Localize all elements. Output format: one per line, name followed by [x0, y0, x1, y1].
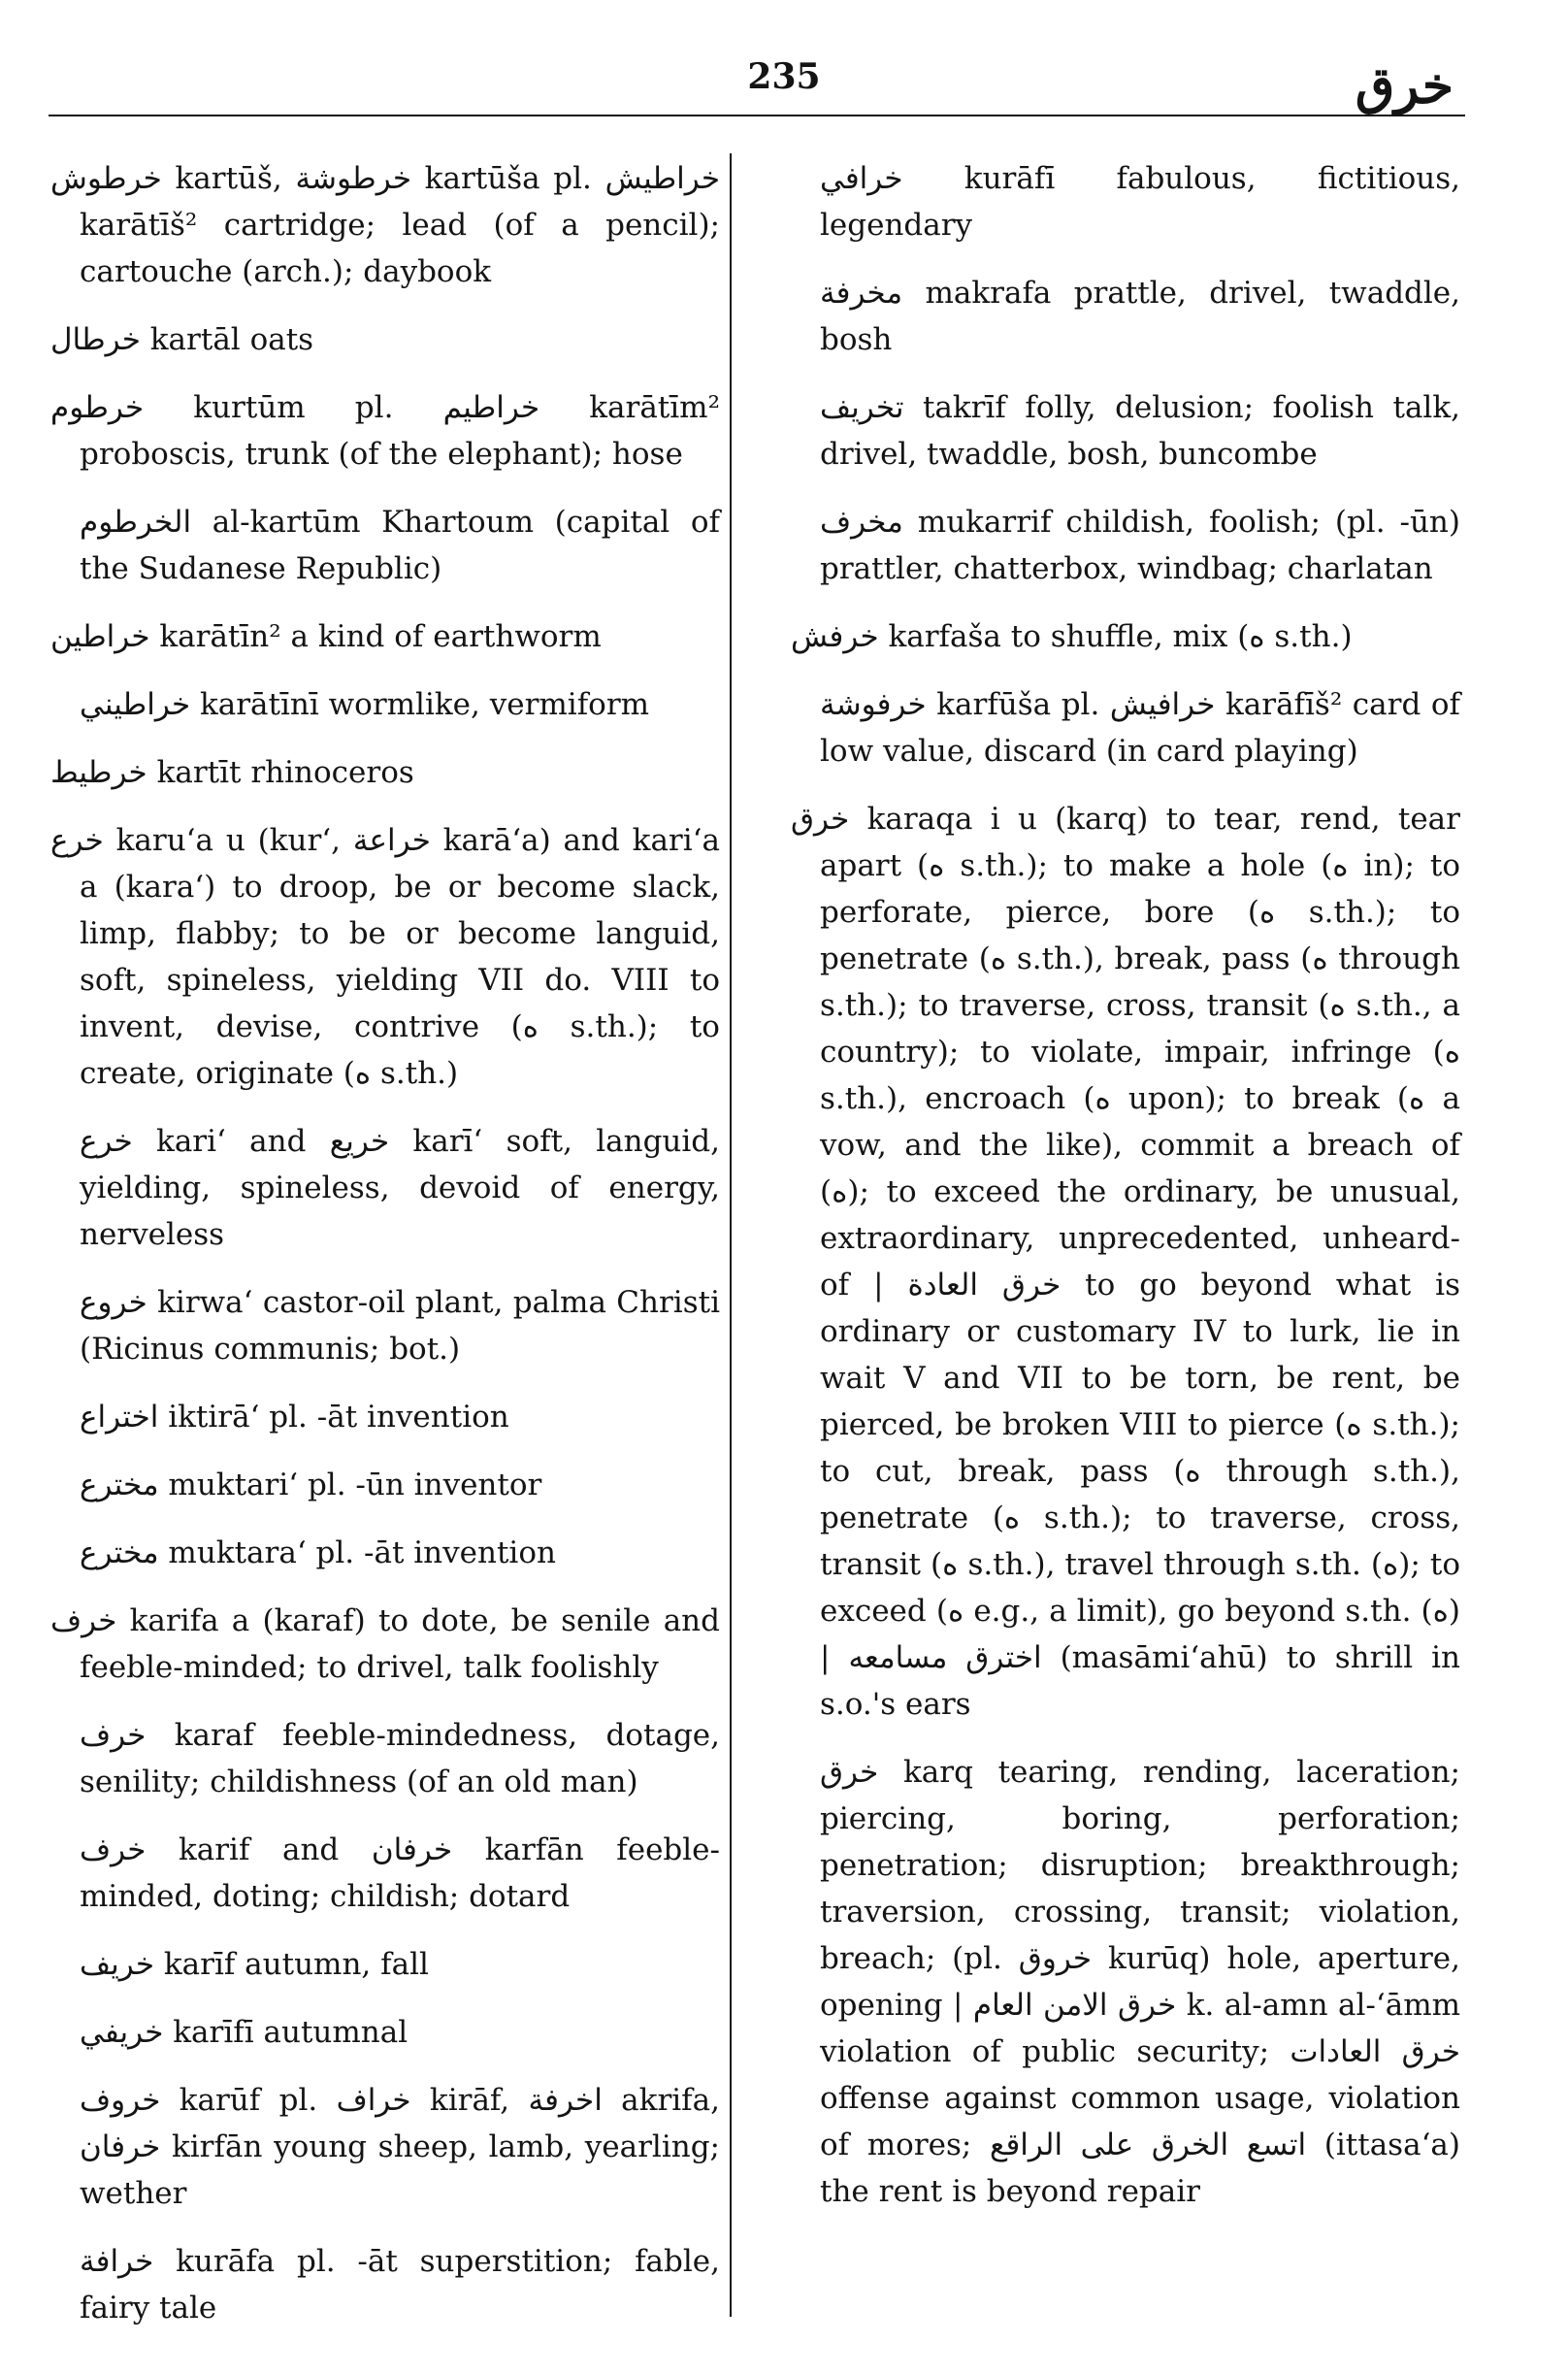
dictionary-subentry: خرف karif and خرفان karfān feeble-minded, doting; childish; dotard	[80, 1832, 720, 1914]
dictionary-subentry: خرافة kurāfa pl. -āt superstition; fable, fairy tale	[80, 2244, 720, 2326]
dictionary-subentry: مخترع muktara‘ pl. -āt invention	[80, 1535, 556, 1570]
dictionary-subentry: خرفوشة karfūša pl. خرافيش karāfīš² card of low value, discard (in card playing)	[820, 687, 1460, 769]
dictionary-subentry: تخريف takrīf folly, delusion; foolish talk, drivel, twaddle, bosh, buncombe	[820, 390, 1460, 472]
dictionary-entry: خرطيط kartīt rhinoceros	[50, 755, 414, 790]
dictionary-subentry: خرف karaf feeble-mindedness, dotage, senility; childishness (of an old man)	[80, 1718, 720, 1799]
dictionary-subentry: خريفي karīfī autumnal	[80, 2015, 408, 2050]
dictionary-subentry: خرافي kurāfī fabulous, fictitious, legendary	[820, 161, 1460, 243]
dictionary-subentry: خراطيني karātīnī wormlike, vermiform	[80, 687, 650, 722]
dictionary-subentry: مخرفة makrafa prattle, drivel, twaddle, bosh	[820, 276, 1460, 357]
dictionary-entry: خرطوش kartūš, خرطوشة kartūša pl. خراطيش karātīš² cartridge; lead (of a pencil); cartouche (arch.); daybook	[50, 161, 720, 289]
dictionary-subentry: خريف karīf autumn, fall	[80, 1947, 429, 1982]
dictionary-entry: خرطوم kurtūm pl. خراطيم karātīm² proboscis, trunk (of the elephant); hose	[50, 390, 721, 472]
dictionary-entry: خرفش karfaša to shuffle, mix (ه s.th.)	[791, 619, 1353, 654]
dictionary-entry: خراطين karātīn² a kind of earthworm	[50, 619, 602, 654]
dictionary-subentry: خروع kirwa‘ castor-oil plant, palma Christi (Ricinus communis; bot.)	[80, 1285, 720, 1367]
dictionary-subentry: خروف karūf pl. خراف kirāf, اخرفة akrifa, خرفان kirfān young sheep, lamb, yearling; wether	[80, 2083, 720, 2211]
right-column	[791, 155, 1460, 2236]
left-column	[50, 155, 720, 2353]
dictionary-subentry: خرق karq tearing, rending, laceration; piercing, boring, perforation; penetration; disruption; breakthrough; traversion, crossing, transit; violation, breach; (pl. خروق kurūq) hole, aperture, opening | خرق الامن العام k. al-amn al-‘āmm violation of public security; خرق العادات offense against common usage, violation of mores; اتسع الخرق على الراقع (ittasa‘a) the rent is beyond repair	[820, 1755, 1461, 2209]
dictionary-subentry: مخرف mukarrif childish, foolish; (pl. -ūn) prattler, chatterbox, windbag; charlatan	[820, 505, 1460, 586]
dictionary-entry: خرف karifa a (karaf) to dote, be senile and feeble-minded; to drivel, talk foolishly	[50, 1603, 720, 1685]
column-divider	[730, 153, 732, 2317]
dictionary-entry: خرق karaqa i u (karq) to tear, rend, tear apart (ه s.th.); to make a hole (ه in); to perforate, pierce, bore (ه s.th.); to penetrate (ه s.th.), break, pass (ه through s.th.); to traverse, cross, transit (ه s.th., a country); to violate, impair, infringe (ه s.th.), encroach (ه upon); to break (ه a vow, and the like), commit a breach of (ه); to exceed the ordinary, be unusual, extraordinary, unprecedented, unheard-of | خرق العادة to go beyond what is ordinary or customary IV to lurk, lie in wait V and VII to be torn, be rent, be pierced, be broken VIII to pierce (ه s.th.); to cut, break, pass (ه through s.th.), penetrate (ه s.th.); to traverse, cross, transit (ه s.th.), travel through s.th. (ه); to exceed (ه e.g., a limit), go beyond s.th. (ه) | اخترق مسامعه (masāmi‘ahū) to shrill in s.o.'s ears	[791, 802, 1460, 1722]
page-number: 235	[747, 56, 821, 97]
dictionary-subentry: خرع kari‘ and خريع karī‘ soft, languid, yielding, spineless, devoid of energy, nerveless	[80, 1124, 720, 1252]
dictionary-subentry: مخترع muktari‘ pl. -ūn inventor	[80, 1468, 542, 1502]
dictionary-subentry: اختراع iktirā‘ pl. -āt invention	[80, 1400, 509, 1435]
header-rule	[49, 115, 1465, 116]
dictionary-entry: خرع karu‘a u (kur‘, خراعة karā‘a) and kari‘a a (kara‘) to droop, be or become slack, limp, flabby; to be or become languid, soft, spineless, yielding VII do. VIII to invent, devise, contrive (ه s.th.); to create, originate (ه s.th.)	[50, 823, 721, 1091]
running-head: خرق	[1355, 56, 1454, 115]
dictionary-entry: خرطال kartāl oats	[50, 322, 314, 357]
dictionary-subentry: الخرطوم al-kartūm Khartoum (capital of the Sudanese Republic)	[80, 505, 720, 586]
